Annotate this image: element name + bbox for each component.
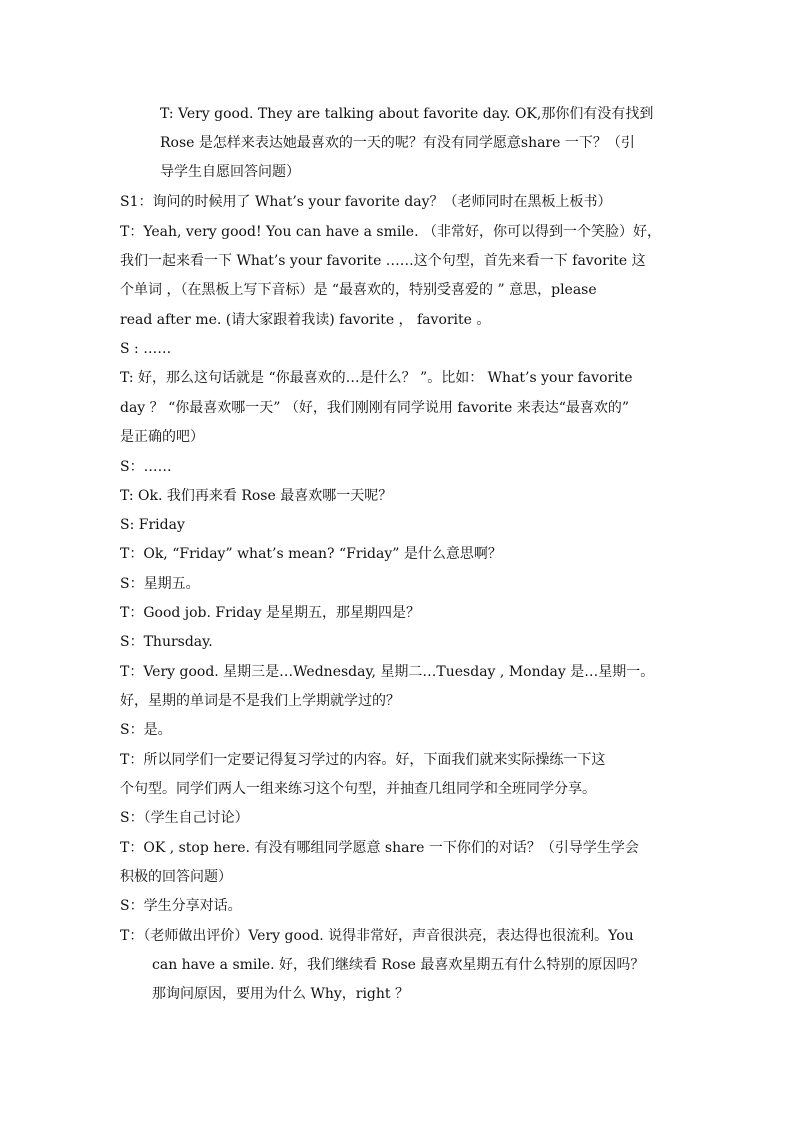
text-line: S：…… xyxy=(120,459,172,475)
text-line: T：所以同学们一定要记得复习学过的内容。好，下面我们就来实际操练一下这 xyxy=(120,752,606,768)
text-line: 导学生自愿回答问题） xyxy=(160,164,300,180)
text-line: T: Very good. They are talking about favorite day. OK,那你们有没有找到 xyxy=(160,106,654,122)
text-line: day ？ “你最喜欢哪一天” （好，我们刚刚有同学说用 favorite 来表达“最喜欢的” xyxy=(120,400,630,416)
text-line: T: Ok. 我们再来看 Rose 最喜欢哪一天呢？ xyxy=(120,488,393,504)
text-line: 那询问原因，要用为什么 Why，right ？ xyxy=(152,986,409,1002)
text-line: 个句型。同学们两人一组来练习这个句型，并抽查几组同学和全班同学分享。 xyxy=(120,781,596,797)
text-line: Rose 是怎样来表达她最喜欢的一天的呢？有没有同学愿意share 一下？（引 xyxy=(160,135,635,151)
text-line: read after me. (请大家跟着我读) favorite ， favorite 。 xyxy=(120,312,491,328)
text-line: S: Friday xyxy=(120,517,185,533)
text-line: S：Thursday. xyxy=(120,634,213,650)
text-line: T：OK , stop here. 有没有哪组同学愿意 share 一下你们的对话？（引导学生学会 xyxy=(120,840,639,856)
text-line: S：（学生自己讨论） xyxy=(120,810,249,826)
text-line: T: 好，那么这句话就是 “你最喜欢的…是什么？ ”。比如： What’s your favorite xyxy=(120,370,633,386)
text-line: T：Ok, “Friday” what’s mean? “Friday” 是什么意思啊？ xyxy=(120,546,502,562)
text-line: 积极的回答问题） xyxy=(120,869,232,885)
text-line: S1：询问的时候用了 What’s your favorite day？（老师同时在黑板上板书） xyxy=(120,194,612,210)
text-line: S : …… xyxy=(120,341,172,357)
text-line: 我们一起来看一下 What’s your favorite ……这个句型，首先来看一下 favorite 这 xyxy=(120,253,646,269)
text-line: 好，星期的单词是不是我们上学期就学过的？ xyxy=(120,693,400,709)
text-line: T：Yeah, very good! You can have a smile. （非常好，你可以得到一个笑脸）好， xyxy=(120,224,661,240)
text-line: can have a smile. 好，我们继续看 Rose 最喜欢星期五有什么特别的原因吗？ xyxy=(152,957,645,973)
text-line: T：Good job. Friday 是星期五，那星期四是？ xyxy=(120,605,420,621)
text-line: T：Very good. 星期三是…Wednesday, 星期二…Tuesday , Monday 是…星期一。 xyxy=(120,664,655,680)
text-line: S：是。 xyxy=(120,722,172,738)
text-line: S：学生分享对话。 xyxy=(120,898,242,914)
text-line: T：（老师做出评价）Very good. 说得非常好，声音很洪亮，表达得也很流利。You xyxy=(120,928,634,944)
text-line: 是正确的吧） xyxy=(120,429,204,445)
text-line: S：星期五。 xyxy=(120,576,200,592)
text-line: 个单词 ，（在黑板上写下音标）是 “最喜欢的，特别受喜爱的 ” 意思，please xyxy=(120,282,597,298)
